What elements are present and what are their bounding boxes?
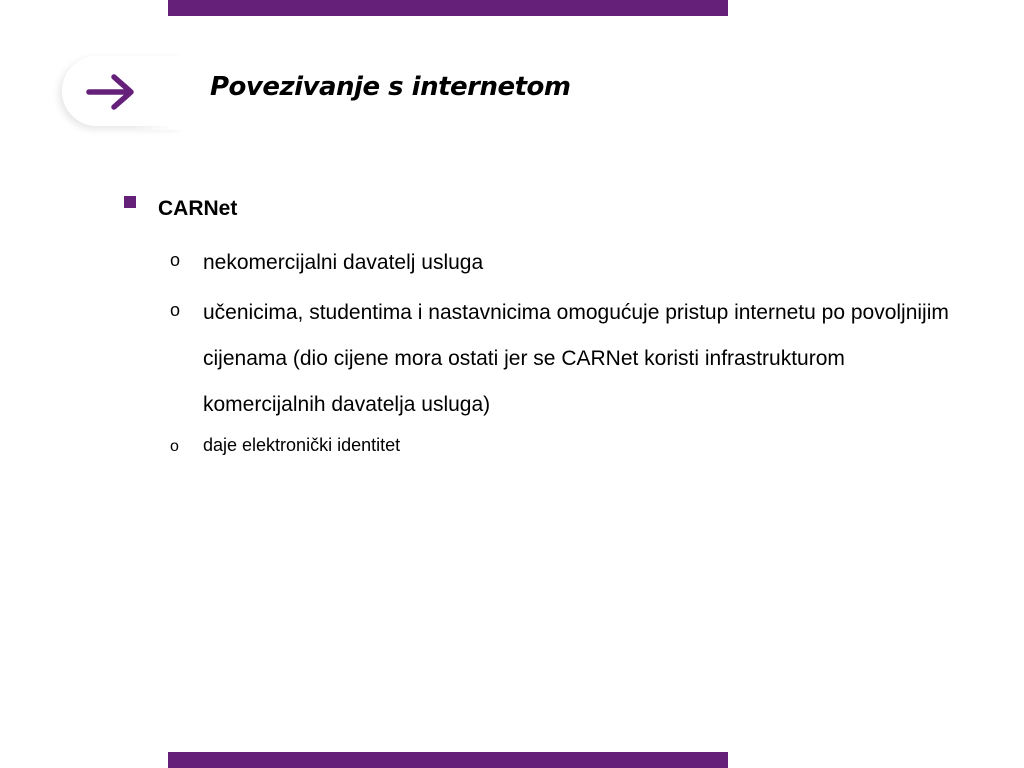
circle-bullet-icon: o (170, 438, 179, 455)
square-bullet-icon (124, 196, 136, 208)
circle-bullet-icon: o (170, 250, 181, 270)
sub-bullet-list (170, 246, 960, 458)
sub-bullet-text: učenicima, studentima i nastavnicima omogućuje pristup internetu po povoljnijim cijenama (dio cijene mora ostati jer se CARNet koristi infrastrukturom komercijalnih davatelja usluga) (203, 301, 949, 416)
sub-bullet-text: daje elektronički identitet (203, 435, 401, 455)
slide-title: Povezivanje s internetom (210, 72, 571, 102)
bullet-label: CARNet (158, 197, 238, 220)
bottom-accent-bar (168, 752, 728, 768)
badge-fade (132, 56, 192, 130)
sub-bullet-item (170, 290, 960, 428)
sub-bullet-text: nekomercijalni davatelj usluga (203, 251, 484, 274)
arrow-right-icon (86, 73, 138, 111)
sub-bullet-item (170, 432, 960, 458)
sub-bullet-item (170, 240, 960, 286)
top-accent-bar (168, 0, 728, 16)
arrow-badge (62, 56, 182, 126)
circle-bullet-icon: o (170, 300, 181, 320)
